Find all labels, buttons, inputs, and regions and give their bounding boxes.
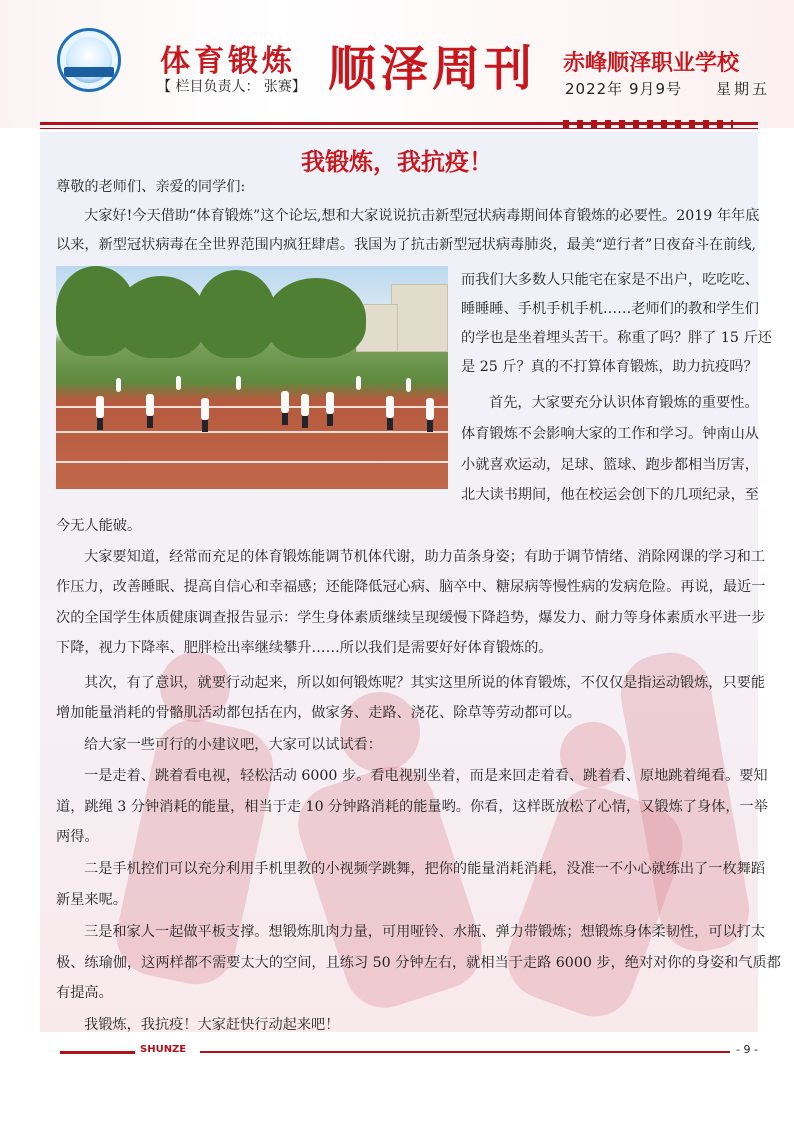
closing-line: 我锻炼，我抗疫！大家赶快行动起来吧！ xyxy=(84,1017,340,1033)
paragraph-line: 的学也是坐着埋头苦干。称重了吗？胖了 15 斤还 xyxy=(461,330,772,346)
paragraph-line: 今无人能破。 xyxy=(56,518,142,534)
paragraph-line: 而我们大多数人只能宅在家是不出户，吃吃吃、 xyxy=(461,272,759,288)
paragraph-line: 首先，大家要充分认识体育锻炼的重要性。 xyxy=(489,395,759,411)
paragraph-line: 以来，新型冠状病毒在全世界范围内疯狂肆虐。我国为了抗击新型冠状病毒肺炎，最美“逆行者”日夜奋斗在前线, xyxy=(56,237,757,253)
header-rule xyxy=(40,122,758,125)
paragraph-line: 增加能量消耗的骨骼肌活动都包括在内，做家务、走路、浇花、除草等劳动都可以。 xyxy=(56,705,581,721)
footer-brand: SHUNZE xyxy=(140,1044,187,1055)
paragraph-line: 次的全国学生体质健康调查报告显示：学生身体素质继续呈现缓慢下降趋势，爆发力、耐力等身体素质水平进一步 xyxy=(56,610,766,626)
paragraph-line: 三是和家人一起做平板支撑。想锻炼肌肉力量，可用哑铃、水瓶、弹力带锻炼；想锻炼身体柔韧性，可以打太 xyxy=(84,924,766,940)
article-title: 我锻炼，我抗疫！ xyxy=(301,147,493,176)
group-exercise-photo xyxy=(56,266,448,489)
school-emblem-icon xyxy=(57,28,121,92)
footer-rule-right xyxy=(200,1051,730,1053)
paragraph-line: 有提高。 xyxy=(56,985,113,1001)
paragraph-line: 作压力，改善睡眠、提高自信心和幸福感；还能降低冠心病、脑卒中、糖尿病等慢性病的发病危险。再说，最近一 xyxy=(56,579,766,595)
salutation: 尊敬的老师们、亲爱的同学们: xyxy=(56,179,246,195)
paragraph-line: 睡睡睡、手机手机手机……老师们的教和学生们 xyxy=(461,301,759,317)
issue-weekday: 星期五 xyxy=(716,80,771,98)
paragraph-line: 一是走着、跳着看电视，轻松活动 6000 步。看电视别坐着，而是来回走着看、跳着看、原地跳着绳看。要知 xyxy=(84,768,768,784)
paragraph-line: 下降，视力下降率、肥胖检出率继续攀升……所以我们是需要好好体育锻炼的。 xyxy=(56,640,553,656)
paragraph-line: 体育锻炼不会影响大家的工作和学习。钟南山从 xyxy=(461,426,759,442)
paragraph-line: 是 25 斤？真的不打算体育锻炼，助力抗疫吗？ xyxy=(461,359,758,375)
school-name: 赤峰顺泽职业学校 xyxy=(563,51,740,76)
masthead-title: 顺泽周刊 xyxy=(328,41,537,97)
page-number: - 9 - xyxy=(736,1043,758,1056)
paragraph-line: 给大家一些可行的小建议吧，大家可以试试看： xyxy=(84,737,382,753)
paragraph-line: 二是手机控们可以充分利用手机里教的小视频学跳舞，把你的能量消耗消耗，没准一不小心就练出了一枚舞蹈 xyxy=(84,861,766,877)
paragraph-line: 小就喜欢运动，足球、篮球、跑步都相当厉害， xyxy=(461,457,759,473)
column-title: 体育锻炼 xyxy=(160,44,296,79)
paragraph-line: 新星来呢。 xyxy=(56,892,127,908)
paragraph-line: 其次，有了意识，就要行动起来，所以如何锻炼呢？其实这里所说的体育锻炼，不仅仅是指运动锻炼，只要能 xyxy=(84,675,766,691)
header-rule-thin xyxy=(40,128,758,129)
paragraph-line: 两得。 xyxy=(56,829,99,845)
paragraph-line: 道，跳绳 3 分钟消耗的能量，相当于走 10 分钟路消耗的能量哟。你看，这样既放松了心情，又锻炼了身体，一举 xyxy=(56,799,768,815)
issue-date: 2022年 9月9号 xyxy=(565,80,683,98)
paragraph-line: 极、练瑜伽，这两样都不需要太大的空间，且练习 50 分钟左右，就相当于走路 6000 步，绝对对你的身姿和气质都 xyxy=(56,955,781,971)
column-editor: 【 栏目负责人： 张赛】 xyxy=(157,79,306,95)
paragraph-line: 大家要知道，经常而充足的体育锻炼能调节机体代谢，助力苗条身姿；有助于调节情绪、消除网课的学习和工 xyxy=(84,549,766,565)
footer-rule-left xyxy=(60,1051,135,1054)
paragraph-line: 大家好!今天借助“体育锻炼”这个论坛,想和大家说说抗击新型冠状病毒期间体育锻炼的必要性。2019 年年底 xyxy=(84,208,760,224)
paragraph-line: 北大读书期间，他在校运会创下的几项纪录，至 xyxy=(461,487,759,503)
